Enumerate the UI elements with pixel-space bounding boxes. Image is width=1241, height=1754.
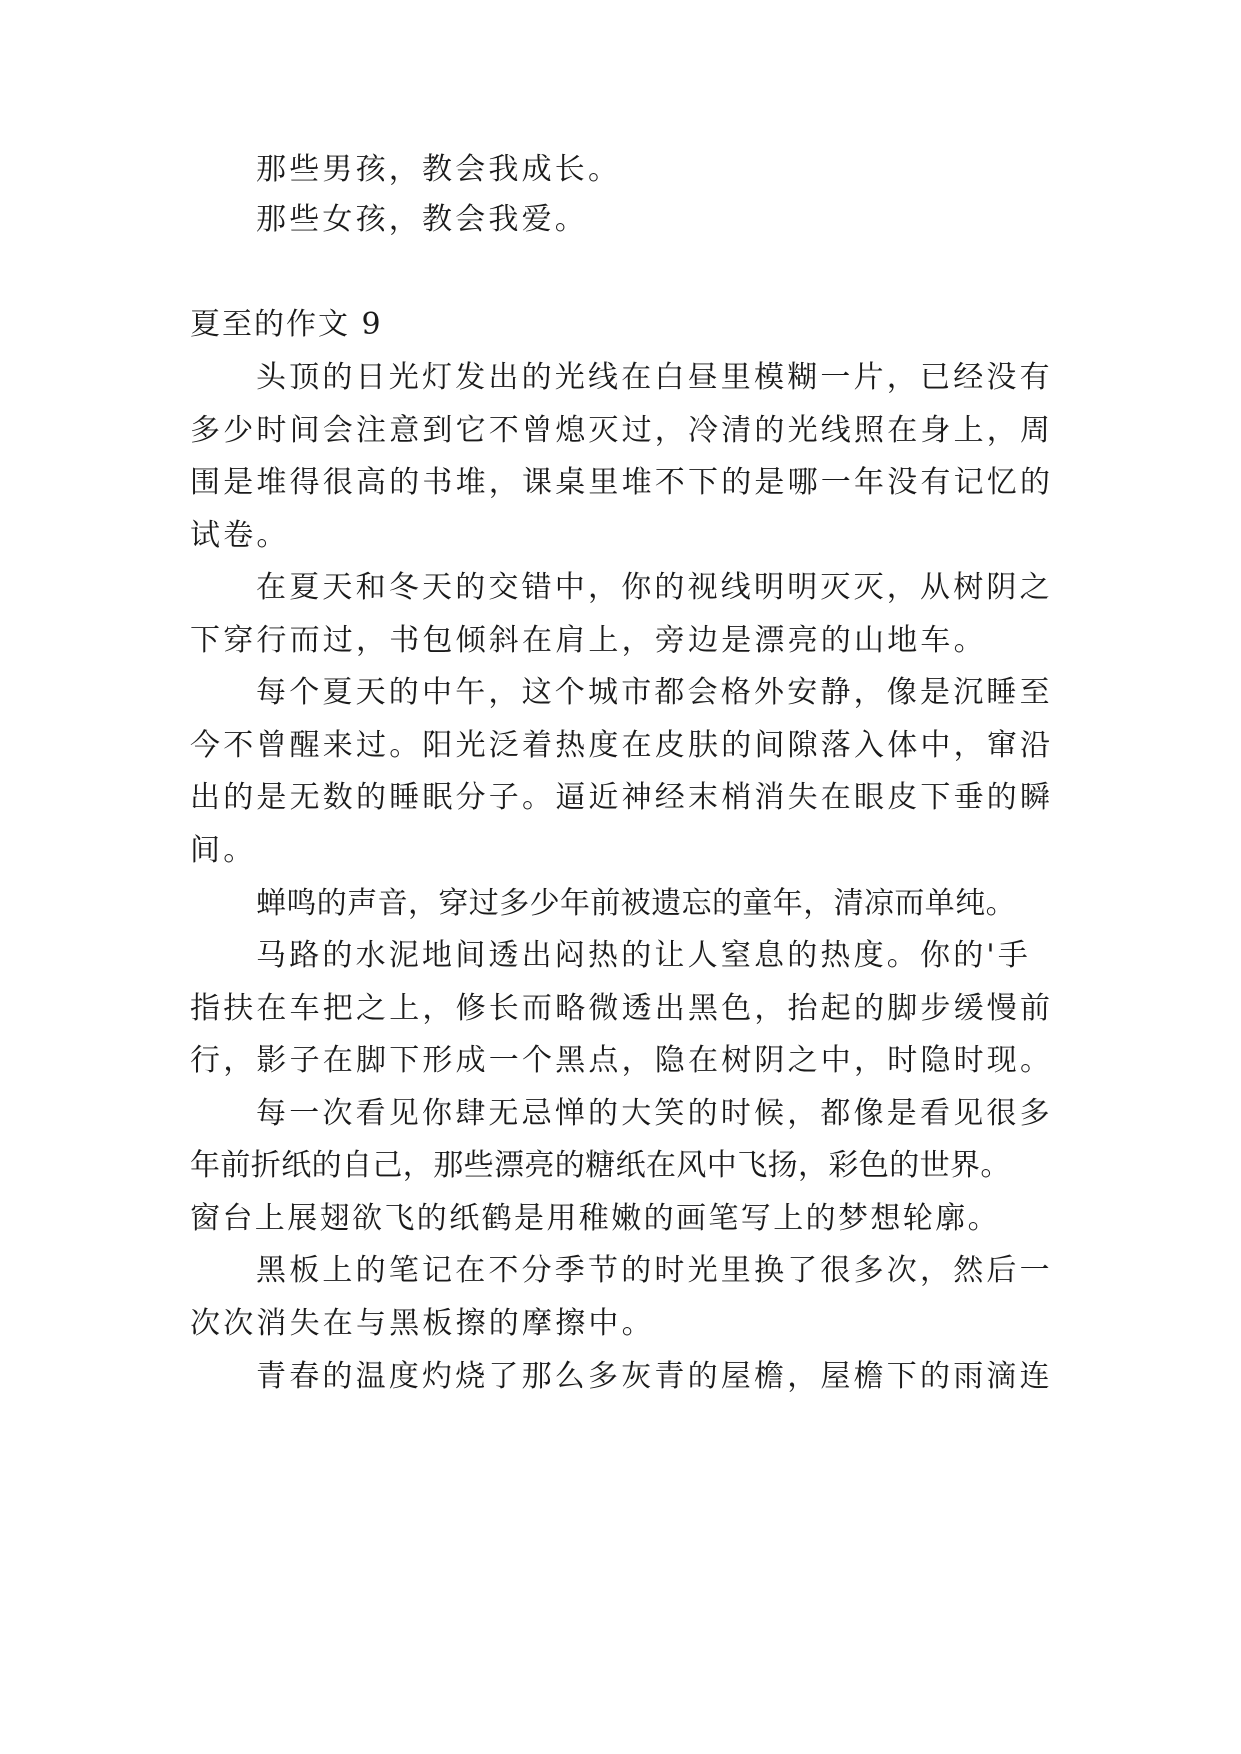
paragraph-line: 出的是无数的睡眠分子。逼近神经末梢消失在眼皮下垂的瞬 [190, 780, 1054, 815]
paragraph-line: 指扶在车把之上，修长而略微透出黑色，抬起的脚步缓慢前 [190, 991, 1054, 1026]
paragraph-line: 年前折纸的自己，那些漂亮的糖纸在风中飞扬，彩色的世界。 [190, 1148, 1011, 1183]
paragraph-line: 多少时间会注意到它不曾熄灭过，冷清的光线照在身上，周 [190, 413, 1054, 448]
paragraph-line: 试卷。 [190, 518, 290, 553]
paragraph-line: 黑板上的笔记在不分季节的时光里换了很多次，然后一 [256, 1253, 1053, 1288]
paragraph-line: 次次消失在与黑板擦的摩擦中。 [190, 1306, 655, 1341]
intro-line: 那些女孩，教会我爱。 [256, 202, 588, 237]
paragraph-line: 在夏天和冬天的交错中，你的视线明明灭灭，从树阴之 [256, 570, 1053, 605]
paragraph-line: 窗台上展翅欲飞的纸鹤是用稚嫩的画笔写上的梦想轮廓。 [190, 1201, 1000, 1236]
intro-line: 那些男孩，教会我成长。 [256, 152, 622, 187]
paragraph-line: 行，影子在脚下形成一个黑点，隐在树阴之中，时隐时现。 [190, 1043, 1054, 1078]
paragraph-line: 今不曾醒来过。阳光泛着热度在皮肤的间隙落入体中，窜沿 [190, 728, 1054, 763]
paragraph-line: 间。 [190, 833, 257, 868]
paragraph-line: 蝉鸣的声音，穿过多少年前被遗忘的童年，清凉而单纯。 [256, 886, 1016, 921]
paragraph-line: 头顶的日光灯发出的光线在白昼里模糊一片，已经没有 [256, 360, 1053, 395]
paragraph-line: 下穿行而过，书包倾斜在肩上，旁边是漂亮的山地车。 [190, 623, 987, 658]
paragraph-line: 马路的水泥地间透出闷热的让人窒息的热度。你的'手 [256, 938, 1032, 973]
paragraph-line: 每一次看见你肆无忌惮的大笑的时候，都像是看见很多 [256, 1096, 1053, 1131]
paragraph-line: 每个夏天的中午，这个城市都会格外安静，像是沉睡至 [256, 675, 1053, 710]
paragraph-line: 围是堆得很高的书堆，课桌里堆不下的是哪一年没有记忆的 [190, 465, 1054, 500]
paragraph-line: 青春的温度灼烧了那么多灰青的屋檐，屋檐下的雨滴连 [256, 1359, 1053, 1394]
section-title: 夏至的作文 9 [190, 307, 383, 342]
